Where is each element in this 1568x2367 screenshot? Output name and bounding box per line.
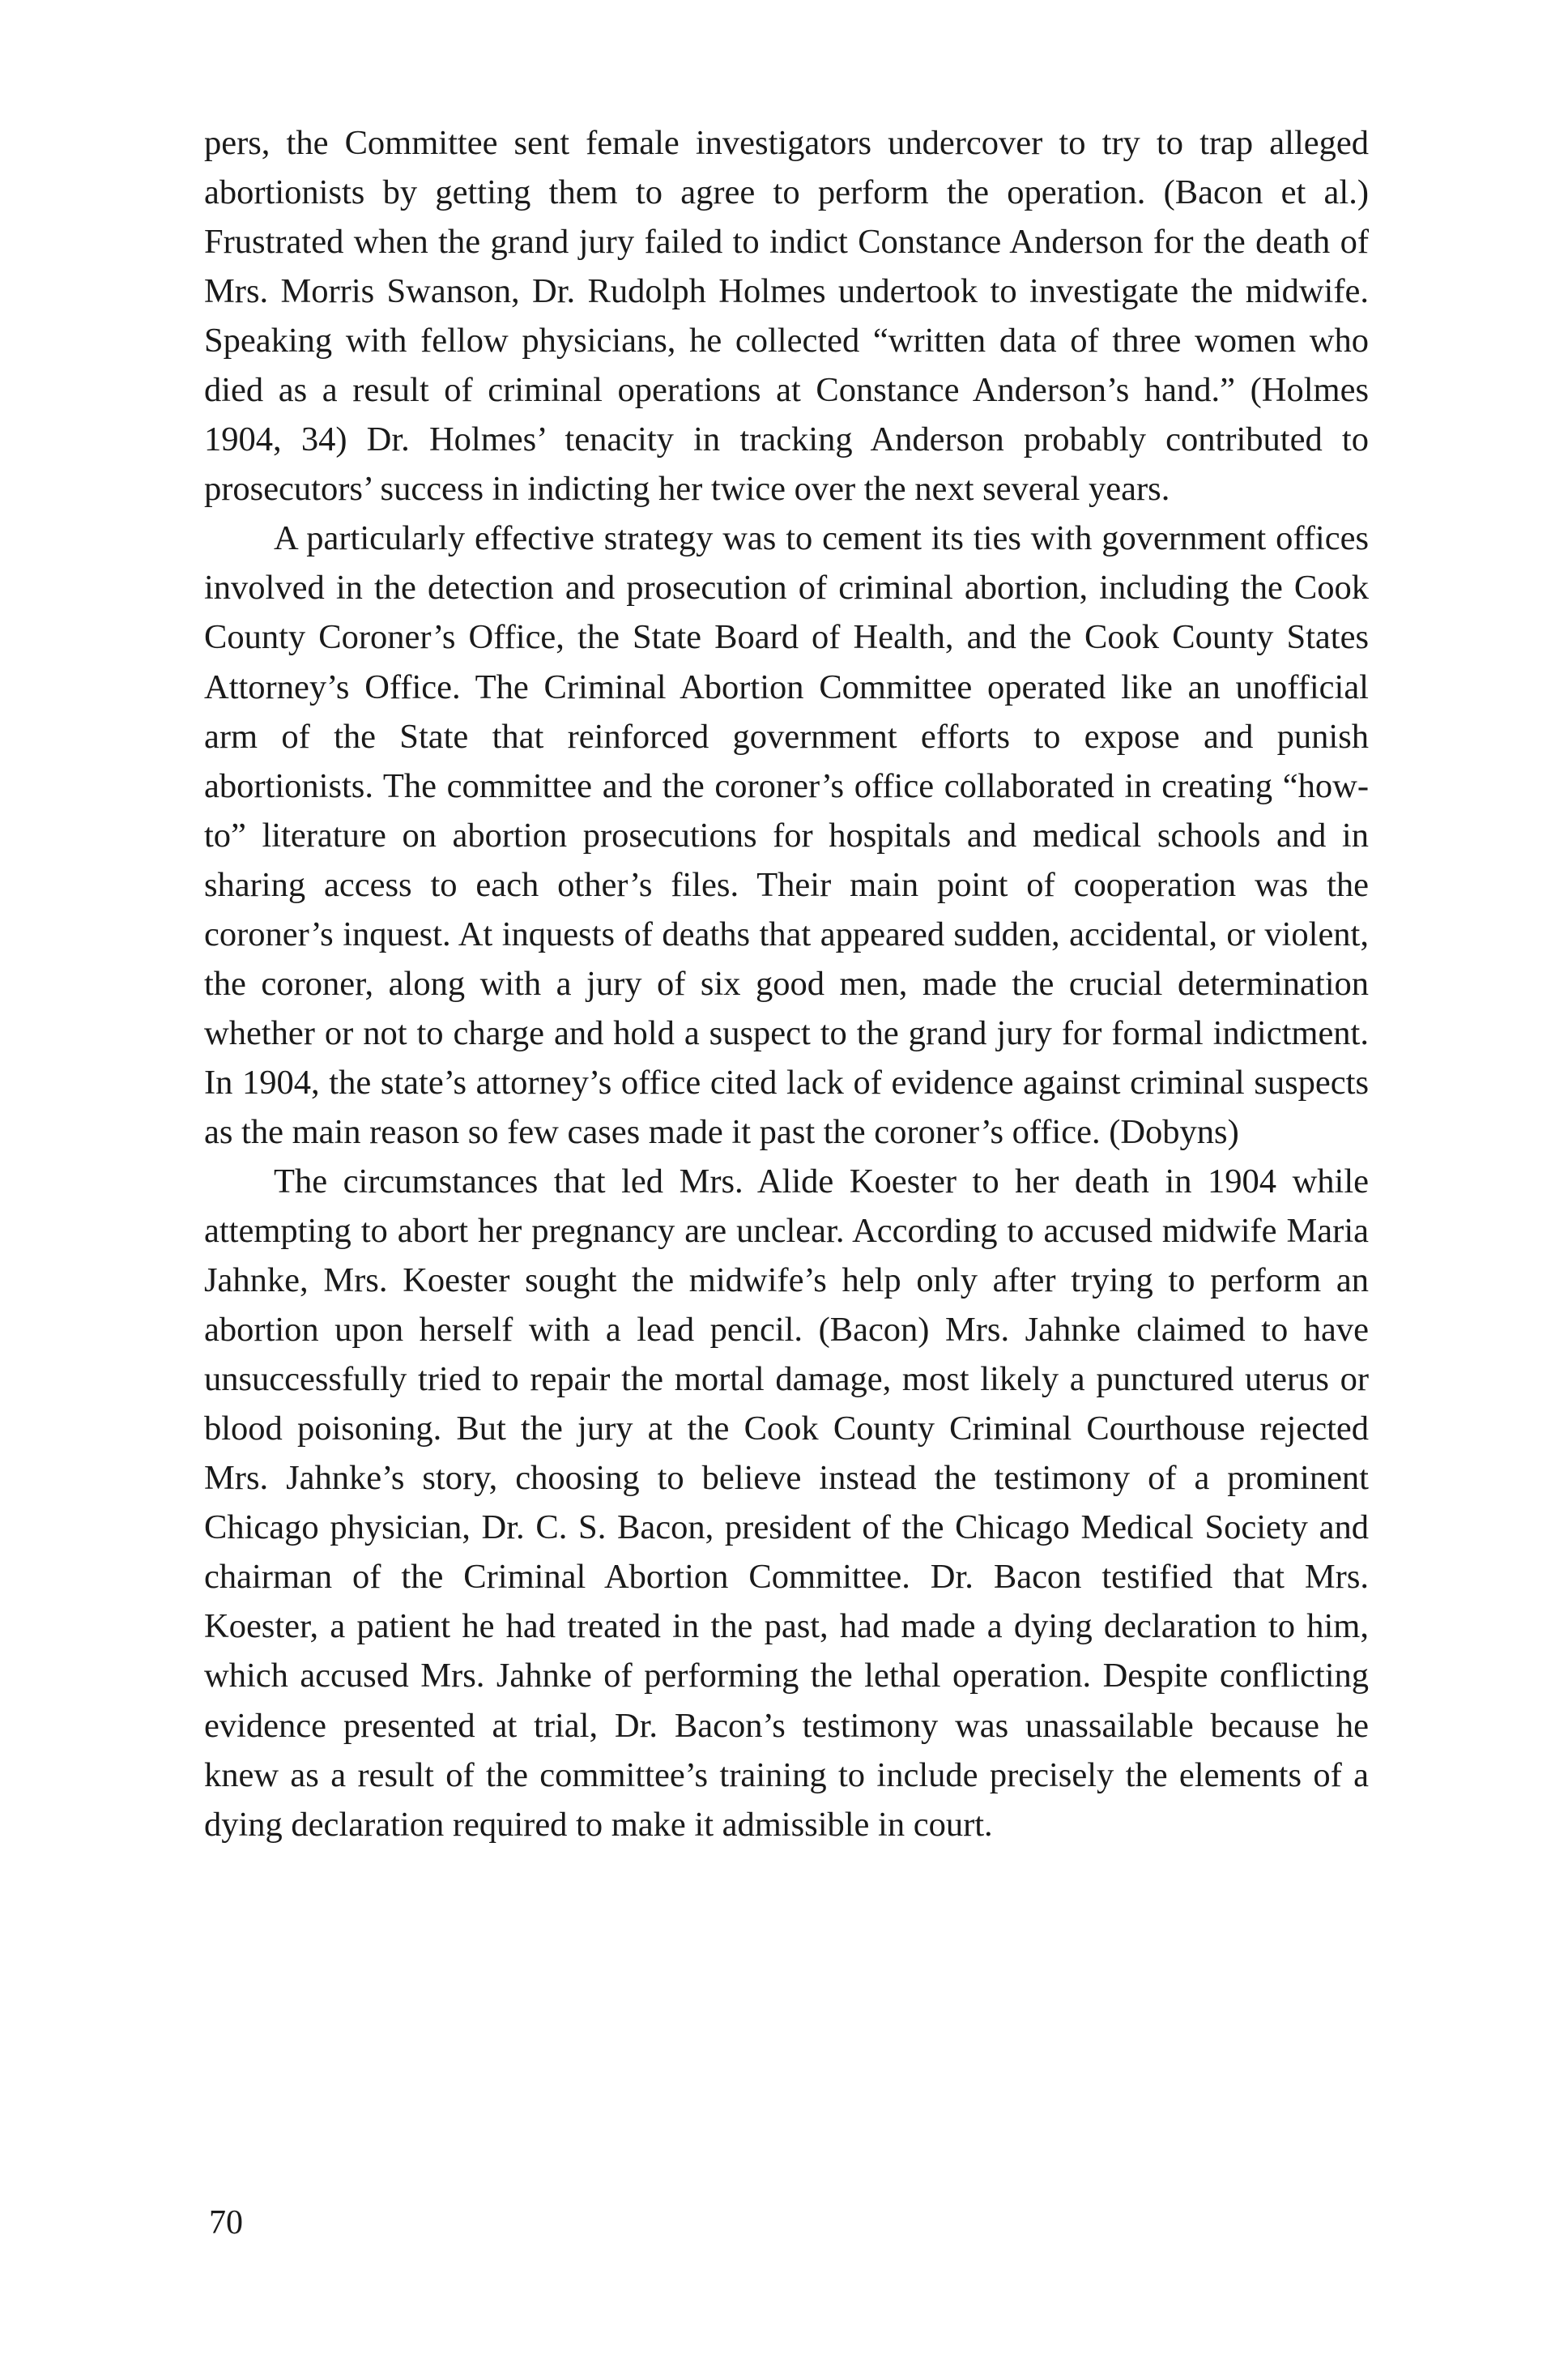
page-number: 70	[209, 2204, 243, 2241]
paragraph-strategy: A particularly effective strategy was to cement its ties with government offices involved in the detection and prosecution of criminal abortion, including the Cook County Coroner’s Office, the State Board of Health, and the Cook County States Attorney’s Office. The Criminal Abortion Committee operated like an unofficial arm of the State that reinforced government efforts to expose and punish abortionists. The committee and the coroner’s office collaborated in creating “how-to” literature on abortion prosecutions for hospitals and medical schools and in sharing access to each other’s files. Their main point of cooperation was the coroner’s inquest. At inquests of deaths that appeared sudden, accidental, or violent, the coroner, along with a jury of six good men, made the crucial determination whether or not to charge and hold a suspect to the grand jury for formal indictment. In 1904, the state’s attorney’s office cited lack of evidence against criminal suspects as the main reason so few cases made it past the coroner’s office. (Dobyns)	[204, 519, 1369, 1151]
paragraph-continued: pers, the Committee sent female investigators undercover to try to trap alleged abortionists by getting them to agree to perform the operation. (Bacon et al.) Frustrated when the grand jury failed to indict Constance Anderson for the death of Mrs. Morris Swanson, Dr. Rudolph Holmes undertook to investigate the midwife. Speaking with fellow physicians, he collected “written data of three women who died as a result of criminal operations at Constance Anderson’s hand.” (Holmes 1904, 34) Dr. Holmes’ tenacity in tracking Anderson probably contributed to prosecutors’ success in indicting her twice over the next several years.	[204, 124, 1369, 509]
paragraph-koester: The circumstances that led Mrs. Alide Koester to her death in 1904 while attempting to abort her pregnancy are unclear. According to accused midwife Maria Jahnke, Mrs. Koester sought the midwife’s help only after trying to perform an abortion upon herself with a lead pencil. (Bacon) Mrs. Jahnke claimed to have unsuccessfully tried to repair the mortal damage, most likely a punctured uterus or blood poisoning. But the jury at the Cook County Criminal Courthouse rejected Mrs. Jahnke’s story, choosing to believe instead the testimony of a prominent Chicago physician, Dr. C. S. Bacon, president of the Chicago Medical Society and chairman of the Criminal Abortion Committee. Dr. Bacon testified that Mrs. Koester, a patient he had treated in the past, had made a dying declaration to him, which accused Mrs. Jahnke of performing the lethal operation. Despite conflicting evidence presented at trial, Dr. Bacon’s testimony was unassailable because he knew as a result of the committee’s training to include precisely the elements of a dying declaration required to make it admissible in court.	[204, 1162, 1369, 1844]
body-text	[204, 118, 1369, 1849]
